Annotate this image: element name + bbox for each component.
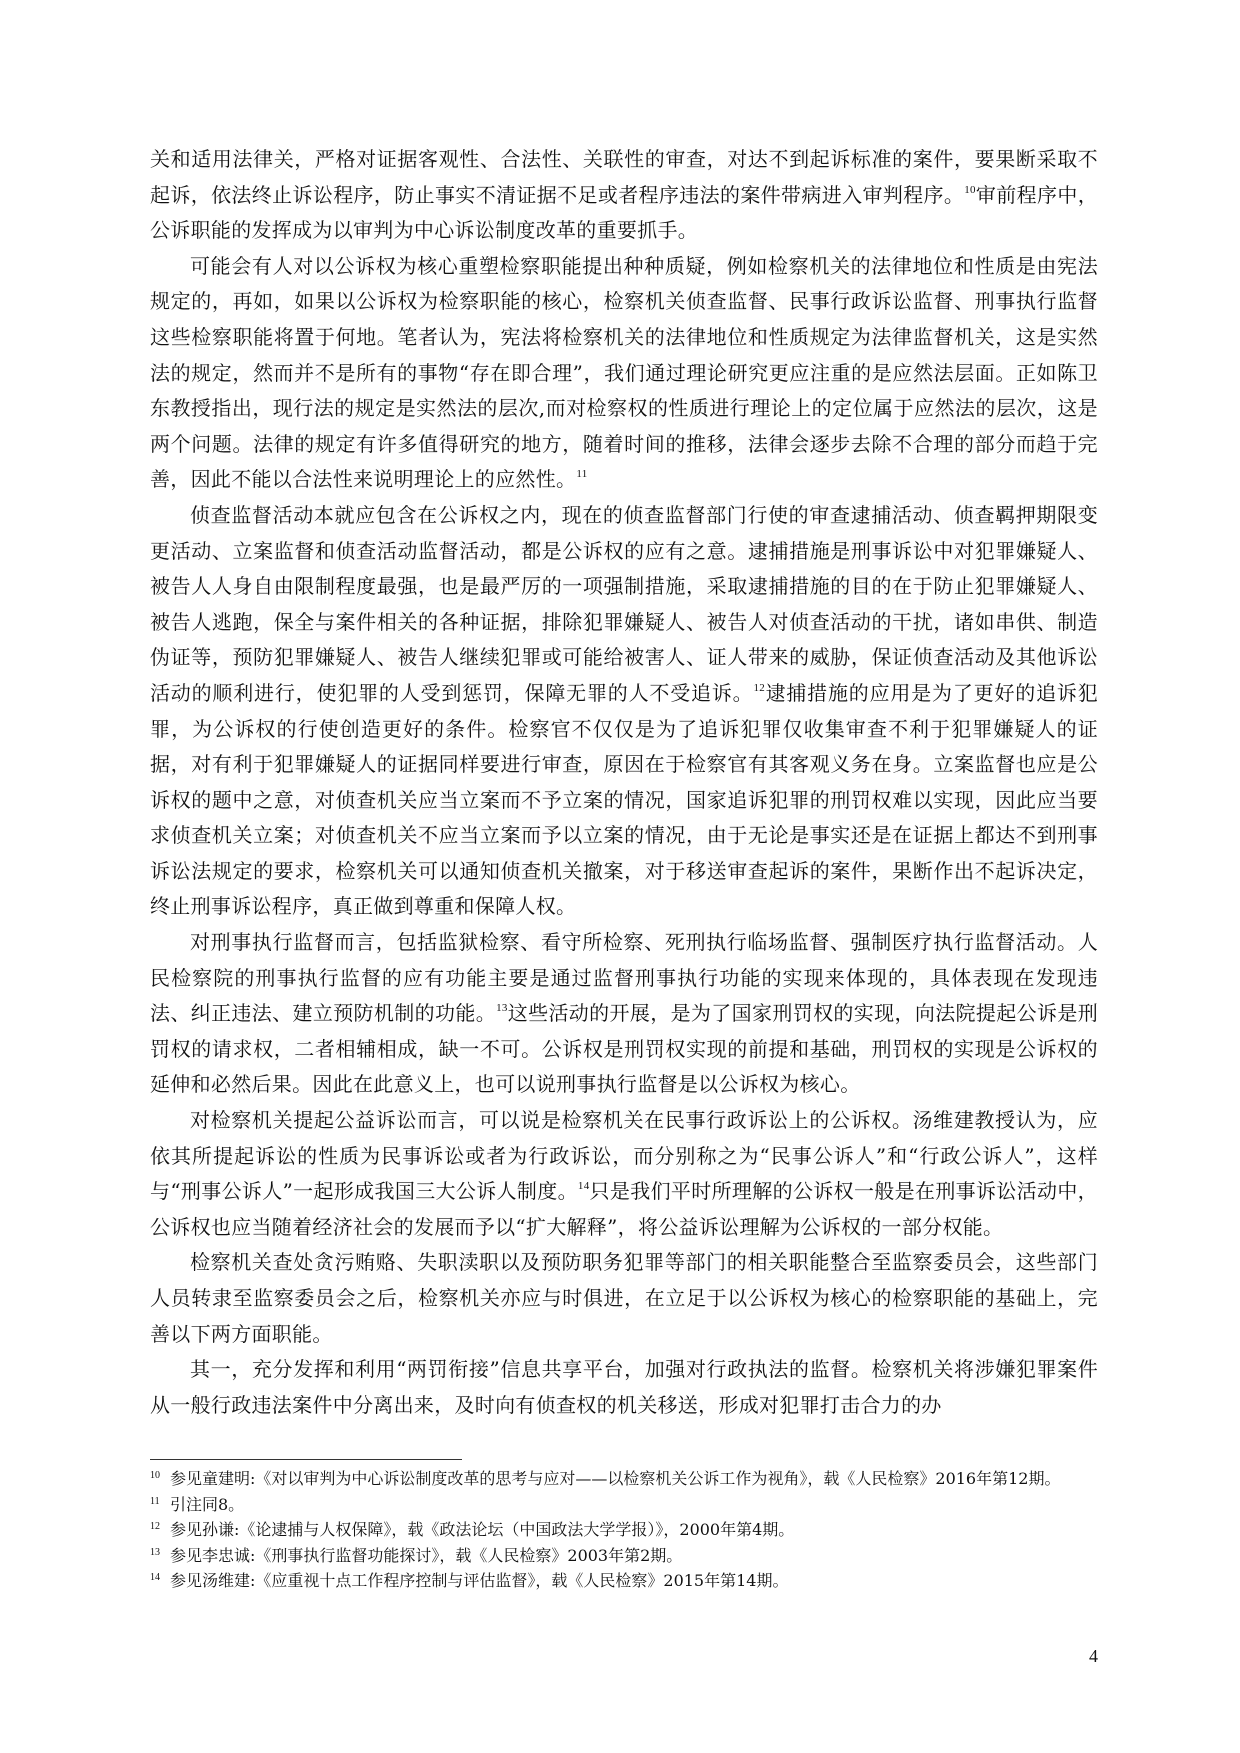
- body-text: [150, 142, 1098, 1423]
- footnote-ref: 11: [576, 468, 588, 481]
- footnote-text: 参见李忠诚:《刑事执行监督功能探讨》，载《人民检察》2003年第2期。: [170, 1545, 683, 1565]
- footnote: $^{13}$ 参见李忠诚:《刑事执行监督功能探讨》，载《人民检察》2003年第2期。: [150, 1545, 683, 1565]
- footnote: $^{11}$ 引注同8。: [150, 1494, 245, 1514]
- footnote-separator: [150, 1459, 462, 1460]
- footnote-ref: 13: [496, 1002, 508, 1015]
- paragraph: [150, 925, 1098, 1103]
- footnote-text: 参见童建明:《对以审判为中心诉讼制度改革的思考与应对——以检察机关公诉工作为视角》，载《人民检察》2016年第12期。: [170, 1469, 1061, 1488]
- page-number: 4: [1089, 1646, 1098, 1666]
- paragraph: [150, 1245, 1098, 1352]
- paragraph-text: 审前程序中，公诉职能的发挥成为以审判为中心诉讼制度改革的重要抓手。: [150, 182, 1098, 243]
- footnote-text: 参见孙谦:《论逮捕与人权保障》，载《政法论坛（中国政法大学学报）》，2000年第4期。: [170, 1520, 795, 1539]
- paragraph-text: 可能会有人对以公诉权为核心重塑检察职能提出种种质疑，例如检察机关的法律地位和性质是由宪法规定的，再如，如果以公诉权为检察职能的核心，检察机关侦查监督、民事行政诉讼监督、刑事执行监督这些检察职能将置于何地。笔者认为，宪法将检察机关的法律地位和性质规定为法律监督机关，这是实然法的规定，然而并不是所有的事物“存在即合理”，我们通过理论研究更应注重的是应然法层面。正如陈卫东教授指出，现行法的规定是实然法的层次,而对检察权的性质进行理论上的定位属于应然法的层次，这是两个问题。法律的规定有许多值得研究的地方，随着时间的推移，法律会逐步去除不合理的部分而趋于完善，因此不能以合法性来说明理论上的应然性。: [150, 253, 1098, 492]
- paragraph: [150, 1103, 1098, 1245]
- footnotes: [150, 1466, 1098, 1594]
- paragraph-text: 对刑事执行监督而言，包括监狱检察、看守所检察、死刑执行临场监督、强制医疗执行监督活动。人民检察院的刑事执行监督的应有功能主要是通过监督刑事执行功能的实现来体现的，具体表现在发现违法、纠正违法、建立预防机制的功能。: [150, 930, 1098, 1026]
- footnote: $^{12}$ 参见孙谦:《论逮捕与人权保障》，载《政法论坛（中国政法大学学报）》，2000年第4期。: [150, 1520, 795, 1539]
- paragraph: [150, 142, 1098, 249]
- paragraph: [150, 1352, 1098, 1423]
- paragraph: [150, 498, 1098, 925]
- paragraph-text: 其一，充分发挥和利用“两罚衔接”信息共享平台，加强对行政执法的监督。检察机关将涉嫌犯罪案件从一般行政违法案件中分离出来，及时向有侦查权的机关移送，形成对犯罪打击合力的办: [150, 1357, 1098, 1417]
- paragraph-text: 关和适用法律关，严格对证据客观性、合法性、关联性的审查，对达不到起诉标准的案件，要果断采取不起诉，依法终止诉讼程序，防止事实不清证据不足或者程序违法的案件带病进入审判程序。: [150, 147, 1098, 207]
- paragraph-text: 检察机关查处贪污贿赂、失职渎职以及预防职务犯罪等部门的相关职能整合至监察委员会，这些部门人员转隶至监察委员会之后，检察机关亦应与时俱进，在立足于以公诉权为核心的检察职能的基础上，完善以下两方面职能。: [150, 1250, 1098, 1346]
- footnote-ref: 14: [577, 1180, 590, 1193]
- footnote-ref: 10: [964, 183, 976, 196]
- footnote: $^{14}$ 参见汤维建:《应重视十点工作程序控制与评估监督》，载《人民检察》2015年第14期。: [150, 1571, 789, 1590]
- footnote-text: 参见汤维建:《应重视十点工作程序控制与评估监督》，载《人民检察》2015年第14期。: [170, 1571, 789, 1590]
- paragraph-text: 侦查监督活动本就应包含在公诉权之内，现在的侦查监督部门行使的审查逮捕活动、侦查羁押期限变更活动、立案监督和侦查活动监督活动，都是公诉权的应有之意。逮捕措施是刑事诉讼中对犯罪嫌疑人、被告人人身自由限制程度最强，也是最严厉的一项强制措施，采取逮捕措施的目的在于防止犯罪嫌疑人、被告人逃跑，保全与案件相关的各种证据，排除犯罪嫌疑人、被告人对侦查活动的干扰，诸如串供、制造伪证等，预防犯罪嫌疑人、被告人继续犯罪或可能给被害人、证人带来的威胁，保证侦查活动及其他诉讼活动的顺利进行，使犯罪的人受到惩罚，保障无罪的人不受追诉。: [150, 502, 1098, 705]
- paragraph: [150, 249, 1098, 498]
- paragraph-text: 逮捕措施的应用是为了更好的追诉犯罪，为公诉权的行使创造更好的条件。检察官不仅仅是为了追诉犯罪仅收集审查不利于犯罪嫌疑人的证据，对有利于犯罪嫌疑人的证据同样要进行审查，原因在于检察官有其客观义务在身。立案监督也应是公诉权的题中之意，对侦查机关应当立案而不予立案的情况，国家追诉犯罪的刑罚权难以实现，因此应当要求侦查机关立案；对侦查机关不应当立案而予以立案的情况，由于无论是事实还是在证据上都达不到刑事诉讼法规定的要求，检察机关可以通知侦查机关撤案，对于移送审查起诉的案件，果断作出不起诉决定，终止刑事诉讼程序，真正做到尊重和保障人权。: [150, 680, 1098, 919]
- footnote-text: 引注同8。: [170, 1494, 245, 1514]
- footnote: $^{10}$ 参见童建明:《对以审判为中心诉讼制度改革的思考与应对——以检察机关公诉工作为视角》，载《人民检察》2016年第12期。: [150, 1469, 1061, 1488]
- paragraph-text: 对检察机关提起公益诉讼而言，可以说是检察机关在民事行政诉讼上的公诉权。汤维建教授认为，应依其所提起诉讼的性质为民事诉讼或者为行政诉讼，而分别称之为“民事公诉人”和“行政公诉人”，这样与“刑事公诉人”一起形成我国三大公诉人制度。: [150, 1108, 1098, 1204]
- footnote-ref: 12: [753, 681, 766, 694]
- paragraph-text: 这些活动的开展，是为了国家刑罚权的实现，向法院提起公诉是刑罚权的请求权，二者相辅相成，缺一不可。公诉权是刑罚权实现的前提和基础，刑罚权的实现是公诉权的延伸和必然后果。因此在此意义上，也可以说刑事执行监督是以公诉权为核心。: [150, 1001, 1098, 1097]
- paragraph-text: 只是我们平时所理解的公诉权一般是在刑事诉讼活动中，公诉权也应当随着经济社会的发展而予以“扩大解释”，将公益诉讼理解为公诉权的一部分权能。: [150, 1179, 1098, 1239]
